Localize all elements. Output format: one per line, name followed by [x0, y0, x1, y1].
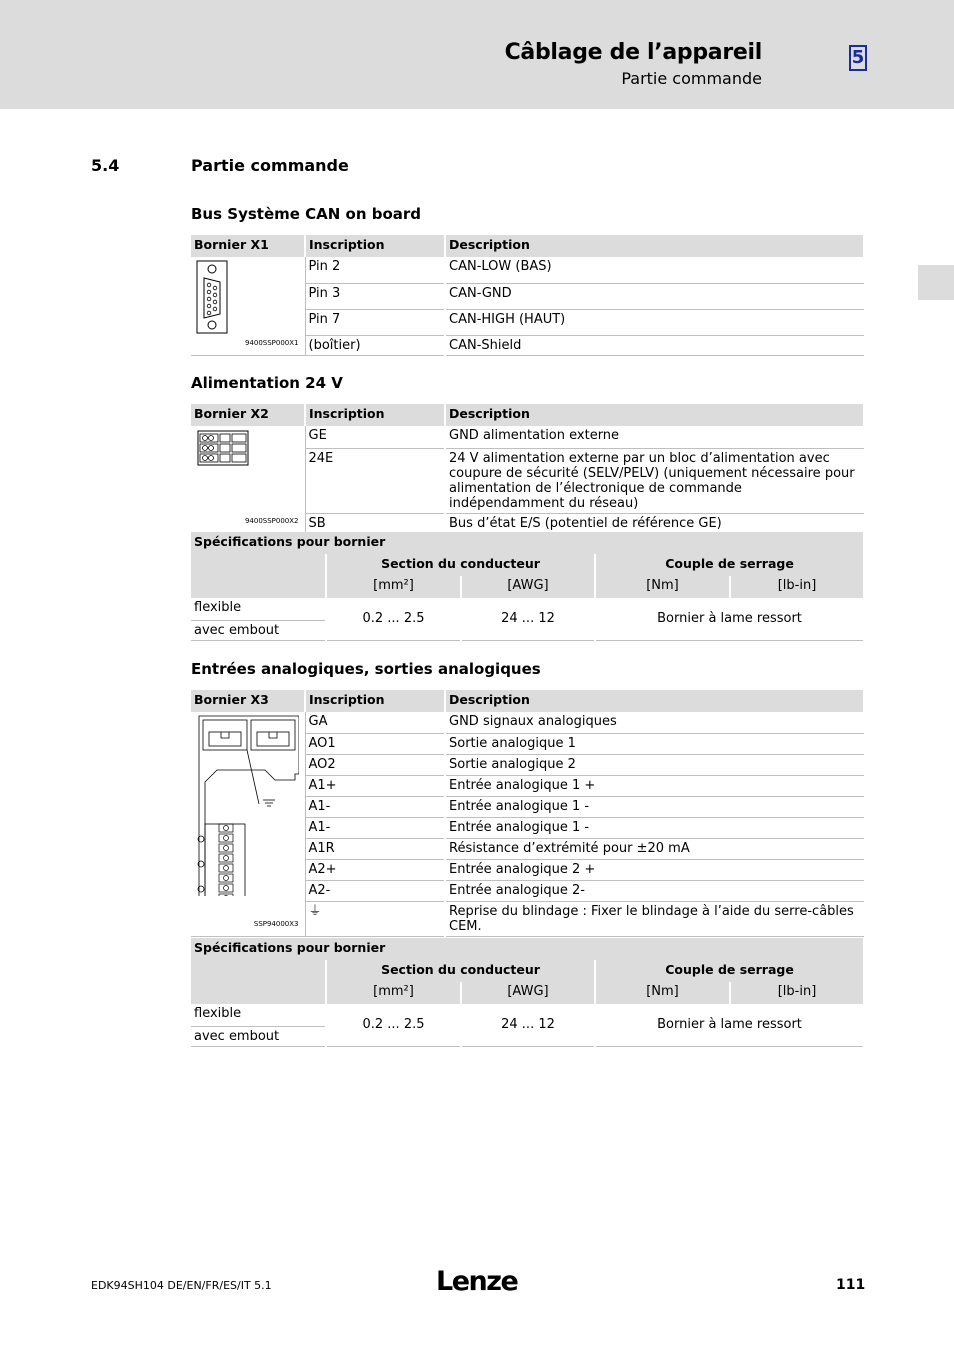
col-header: Bornier X2	[191, 404, 305, 426]
page-number: 111	[836, 1277, 866, 1293]
torque-header: Couple de serrage	[595, 960, 864, 982]
inscription-cell: Pin 3	[305, 283, 445, 309]
description-cell: Sortie analogique 1	[445, 733, 864, 754]
lenze-logo: Lenze	[436, 1266, 518, 1297]
spec-title: Spécifications pour bornier	[191, 532, 864, 554]
description-cell: Entrée analogique 1 -	[445, 796, 864, 817]
torque-value: Bornier à lame ressort	[595, 1004, 864, 1046]
inscription-cell: A1-	[305, 796, 445, 817]
col-header: Description	[445, 690, 864, 712]
row-label: avec embout	[191, 1026, 326, 1046]
torque-header: Couple de serrage	[595, 554, 864, 576]
chapter-side-tab	[918, 265, 954, 300]
unit-mm2: [mm²]	[326, 576, 461, 598]
analog-table	[191, 690, 865, 937]
spec-table-1	[191, 532, 865, 641]
unit-mm2: [mm²]	[326, 982, 461, 1004]
inscription-cell: A2-	[305, 880, 445, 901]
inscription-cell: A1+	[305, 775, 445, 796]
inscription-cell: GA	[305, 712, 445, 733]
inscription-cell: A1R	[305, 838, 445, 859]
col-header: Description	[445, 235, 864, 257]
chapter-title: Câblage de l’appareil	[504, 40, 762, 65]
section-title: Partie commande	[191, 156, 349, 175]
description-cell: Entrée analogique 1 -	[445, 817, 864, 838]
description-cell: Reprise du blindage : Fixer le blindage à l’aide du serre-câbles CEM.	[445, 901, 864, 936]
unit-nm: [Nm]	[595, 576, 730, 598]
col-header: Inscription	[305, 690, 445, 712]
section-number: 5.4	[91, 156, 120, 175]
footer-doc-id: EDK94SH104 DE/EN/FR/ES/IT 5.1	[91, 1279, 272, 1292]
col-header: Inscription	[305, 404, 445, 426]
row-label: avec embout	[191, 620, 326, 640]
row-label: flexible	[191, 1004, 326, 1026]
description-cell: CAN-HIGH (HAUT)	[445, 309, 864, 335]
analog-heading: Entrées analogiques, sorties analogiques	[191, 660, 541, 678]
terminal-block-icon	[197, 430, 251, 470]
inscription-cell: Pin 7	[305, 309, 445, 335]
row-label: flexible	[191, 598, 326, 620]
power-heading: Alimentation 24 V	[191, 374, 343, 392]
awg-value: 24 ... 12	[461, 598, 595, 640]
inscription-cell: SB	[305, 513, 445, 533]
description-cell: Entrée analogique 2 +	[445, 859, 864, 880]
inscription-cell: Pin 2	[305, 257, 445, 283]
image-caption: SSP94000X3	[253, 919, 299, 928]
awg-value: 24 ... 12	[461, 1004, 595, 1046]
description-cell: 24 V alimentation externe par un bloc d’alimentation avec coupure de sécurité (SELV/PELV) (uniquement nécessaire pour alimentation de l’électronique de commande indépendamment du réseau)	[445, 448, 864, 513]
description-cell: GND signaux analogiques	[445, 712, 864, 733]
inscription-cell: 24E	[305, 448, 445, 513]
description-cell: CAN-Shield	[445, 335, 864, 355]
connector-x1-image	[191, 257, 305, 355]
inscription-cell: (boîtier)	[305, 335, 445, 355]
col-header: Inscription	[305, 235, 445, 257]
image-caption: 9400SSP000X2	[244, 516, 299, 525]
description-cell: Entrée analogique 2-	[445, 880, 864, 901]
inscription-cell: GE	[305, 426, 445, 448]
torque-value: Bornier à lame ressort	[595, 598, 864, 640]
spec-title: Spécifications pour bornier	[191, 938, 864, 960]
connector-x3-image	[191, 712, 305, 936]
inscription-cell: A1-	[305, 817, 445, 838]
page-header	[0, 0, 954, 109]
inscription-cell: AO1	[305, 733, 445, 754]
mm2-value: 0.2 ... 2.5	[326, 1004, 461, 1046]
inscription-cell: AO2	[305, 754, 445, 775]
can-heading: Bus Système CAN on board	[191, 205, 422, 223]
section-header: Section du conducteur	[326, 554, 595, 576]
unit-lbin: [lb-in]	[730, 576, 864, 598]
analog-terminal-icon	[195, 714, 299, 896]
col-header: Bornier X3	[191, 690, 305, 712]
connector-x2-image	[191, 426, 305, 533]
description-cell: GND alimentation externe	[445, 426, 864, 448]
col-header: Description	[445, 404, 864, 426]
spec-table-2	[191, 938, 865, 1047]
description-cell: CAN-LOW (BAS)	[445, 257, 864, 283]
description-cell: CAN-GND	[445, 283, 864, 309]
unit-lbin: [lb-in]	[730, 982, 864, 1004]
inscription-cell: A2+	[305, 859, 445, 880]
image-caption: 9400SSP000X1	[244, 338, 299, 347]
description-cell: Entrée analogique 1 +	[445, 775, 864, 796]
col-header: Bornier X1	[191, 235, 305, 257]
can-table	[191, 235, 865, 356]
sub-d-connector-icon	[196, 260, 236, 336]
description-cell: Sortie analogique 2	[445, 754, 864, 775]
description-cell: Bus d’état E/S (potentiel de référence GE)	[445, 513, 864, 533]
unit-awg: [AWG]	[461, 982, 595, 1004]
chapter-number-box: 5	[849, 45, 867, 71]
power-table	[191, 404, 865, 534]
mm2-value: 0.2 ... 2.5	[326, 598, 461, 640]
unit-nm: [Nm]	[595, 982, 730, 1004]
ground-symbol-icon: ⏚	[305, 901, 445, 936]
chapter-subtitle: Partie commande	[621, 69, 762, 88]
section-header: Section du conducteur	[326, 960, 595, 982]
description-cell: Résistance d’extrémité pour ±20 mA	[445, 838, 864, 859]
unit-awg: [AWG]	[461, 576, 595, 598]
